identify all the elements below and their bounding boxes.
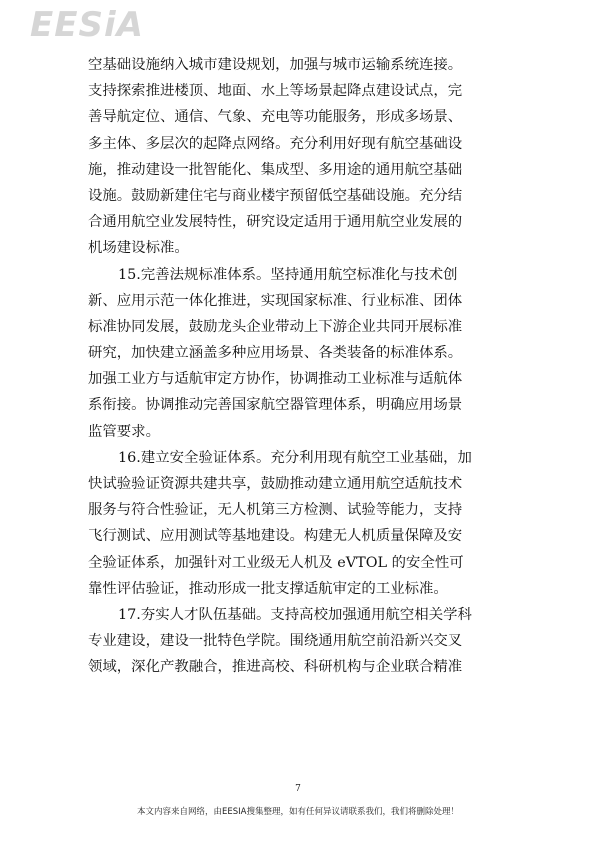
page-number: 7 bbox=[295, 784, 301, 794]
text-line: 全验证体系，加强针对工业级无人机及 eVTOL 的安全性可 bbox=[88, 554, 464, 571]
text-line: 研究，加快建立涵盖多种应用场景、各类装备的标准体系。 bbox=[88, 345, 463, 362]
text-line: 领域，深化产教融合，推进高校、科研机构与企业联合精准 bbox=[88, 659, 463, 676]
section-16-heading-line: 16.建立安全验证体系。充分利用现有航空工业基础，加 bbox=[118, 449, 472, 466]
footer-disclaimer: 本文内容来自网络，由EESIA搜集整理，如有任何异议请联系我们，我们将删除处理！ bbox=[137, 807, 459, 817]
text-line: 空基础设施纳入城市建设规划，加强与城市运输系统连接。 bbox=[88, 57, 463, 73]
text-line: 合通用航空业发展特性，研究设定适用于通用航空业发展的 bbox=[88, 214, 463, 231]
text-line: 新、应用示范一体化推进，实现国家标准、行业标准、团体 bbox=[88, 292, 463, 309]
section-17-heading-line: 17.夯实人才队伍基础。支持高校加强通用航空相关学科 bbox=[118, 606, 472, 623]
text-line: 靠性评估验证，推动形成一批支撑适航审定的工业标准。 bbox=[88, 580, 448, 597]
text-line: 加强工业方与适航审定方协作，协调推动工业标准与适航体 bbox=[88, 371, 463, 388]
eesia-logo: EESiA bbox=[30, 5, 144, 45]
section-15-heading-line: 15.完善法规标准体系。坚持通用航空标准化与技术创 bbox=[118, 266, 458, 283]
text-line: 设施。鼓励新建住宅与商业楼宇预留低空基础设施。充分结 bbox=[88, 187, 463, 204]
text-line: 善导航定位、通信、气象、充电等功能服务，形成多场景、 bbox=[88, 109, 463, 126]
text-line: 专业建设，建设一批特色学院。围绕通用航空前沿新兴交叉 bbox=[88, 633, 463, 650]
text-line: 飞行测试、应用测试等基地建设。构建无人机质量保障及安 bbox=[88, 528, 463, 545]
text-line: 系衔接。协调推动完善国家航空器管理体系，明确应用场景 bbox=[88, 397, 463, 414]
text-line: 施，推动建设一批智能化、集成型、多用途的通用航空基础 bbox=[88, 161, 463, 178]
text-line: 支持探索推进楼顶、地面、水上等场景起降点建设试点，完 bbox=[88, 83, 463, 100]
text-line: 标准协同发展，鼓励龙头企业带动上下游企业共同开展标准 bbox=[88, 318, 463, 335]
text-line: 多主体、多层次的起降点网络。充分利用好现有航空基础设 bbox=[88, 135, 463, 152]
document-body bbox=[88, 52, 518, 681]
text-line: 监管要求。 bbox=[88, 423, 160, 440]
text-line: 快试验验证资源共建共享，鼓励推动建立通用航空适航技术 bbox=[88, 476, 463, 492]
text-line: 服务与符合性验证，无人机第三方检测、试验等能力，支持 bbox=[88, 502, 463, 519]
text-line: 机场建设标准。 bbox=[88, 240, 189, 257]
